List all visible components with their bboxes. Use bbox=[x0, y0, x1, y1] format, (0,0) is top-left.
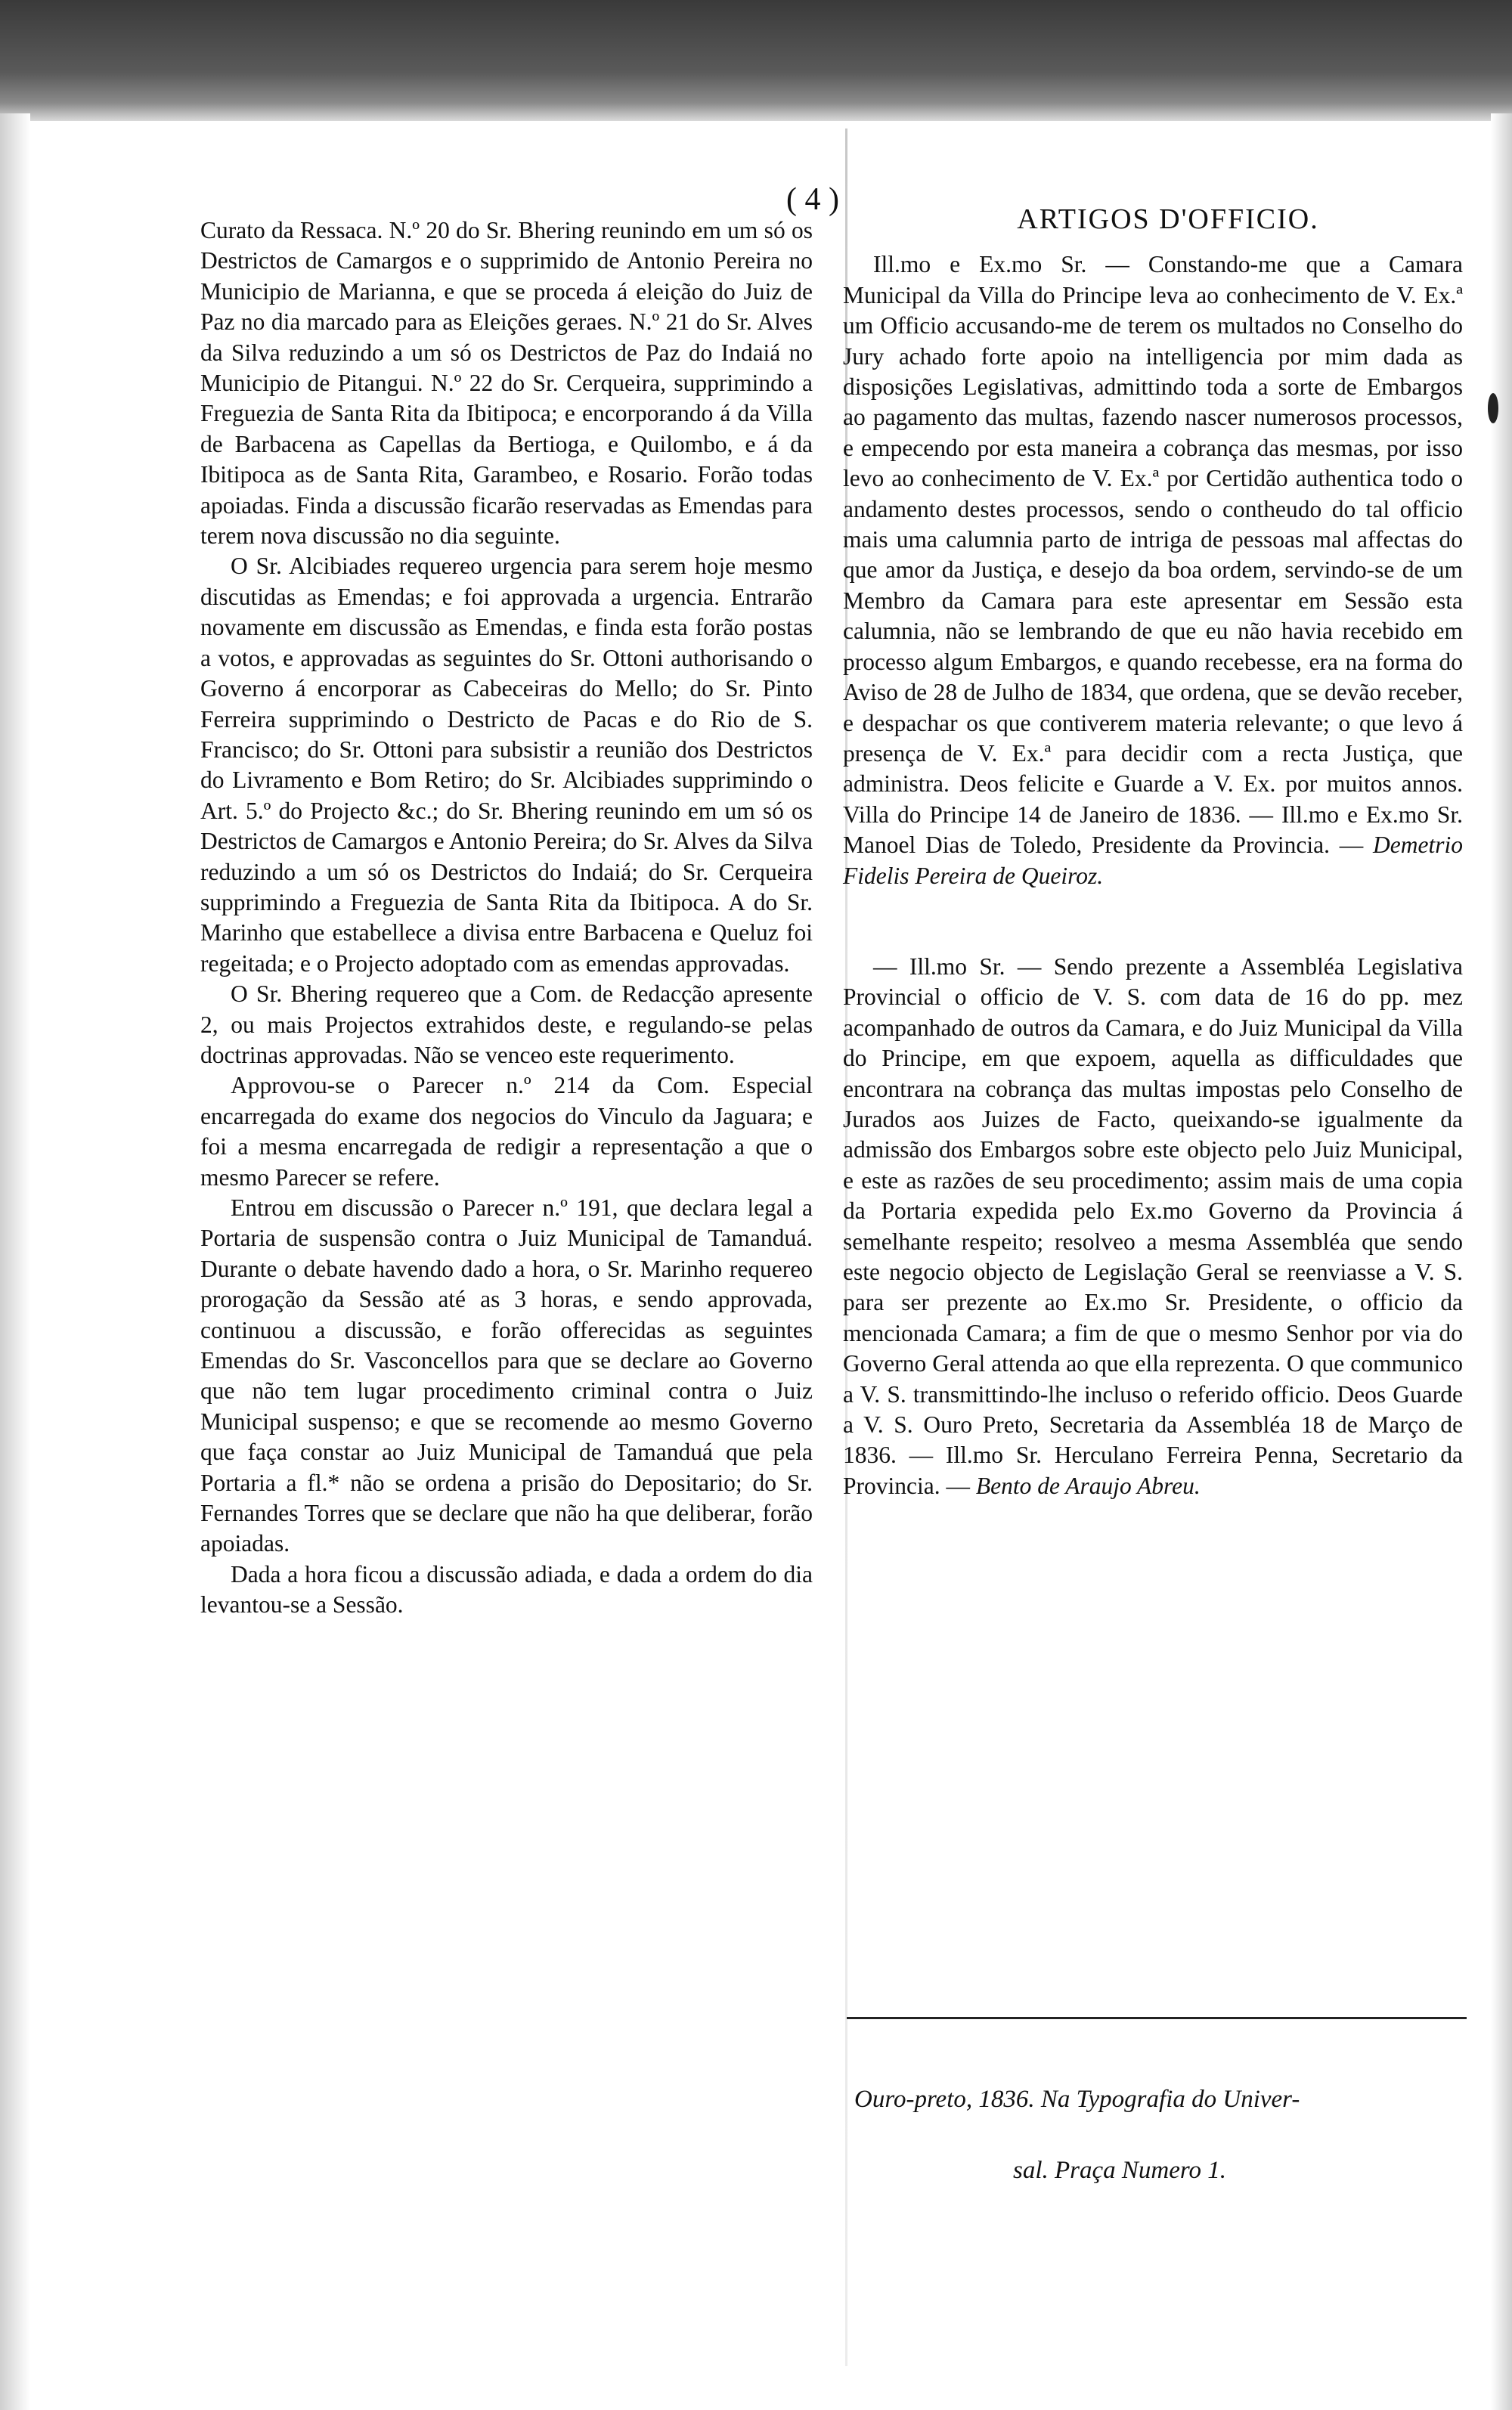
left-paragraph: O Sr. Bhering requereo que a Com. de Redacção apresente 2, ou mais Projectos extrahidos deste, e regulando-se pelas doctrinas approvadas. Não se venceo este requerimento. bbox=[200, 980, 813, 1068]
section-heading: ARTIGOS D'OFFICIO. bbox=[1017, 203, 1319, 235]
left-paragraph: Dada a hora ficou a discussão adiada, e dada a ordem do dia levantou-se a Sessão. bbox=[200, 1560, 813, 1619]
imprint-line-1: Ouro-preto, 1836. Na Typografia do Univer- bbox=[854, 2086, 1300, 2113]
letter-1-body: Ill.mo e Ex.mo Sr. — Constando-me que a Camara Municipal da Villa do Principe leva ao conhecimento de V. Ex.ª um Officio accusando-me de terem os multados no Conselho do Jury achado forte apoio na intelligencia por mim dada as disposições Legislativas, admittindo toda a sorte de Embargos ao pagamento das multas, fazendo nascer numerosos processos, e empecendo por esta maneira a cobrança das mesmas, por isso levo ao conhecimento de V. Ex.ª por Certidão authentica todo o andamento destes processos, sendo o contheudo do tal officio mais uma calumnia parto de intriga de pessoas mal affectas do que amor da Justiça, e desejo da boa ordem, servindo-se de um Membro da Camara para este apresentar em Sessão esta calumnia, não se lembrando de que eu não havia recebido em processo algum Embargos, e quando recebesse, era na forma do Aviso de 28 de Julho de 1834, que ordena, que se devão receber, e despachar os que contiverem materia relevante; o que levo á presença de V. Ex.ª para decidir com a recta Justiça, que administra. Deos felicite e Guarde a V. Ex. por muitos annos. Villa do Principe 14 de Janeiro de 1836. — Ill.mo e Ex.mo Sr. Manoel Dias de Toledo, Presidente da Provincia. — bbox=[843, 251, 1463, 859]
scan-left-shadow bbox=[0, 113, 30, 2410]
imprint-line-2: sal. Praça Numero 1. bbox=[1013, 2157, 1227, 2184]
left-paragraph: O Sr. Alcibiades requereo urgencia para serem hoje mesmo discutidas as Emendas; e foi approvada a urgencia. Entrarão novamente em discussão as Emendas, e finda esta forão postas a votos, e approvadas as seguintes do Sr. Ottoni authorisando o Governo á encorporar as Cabeceiras do Mello; do Sr. Pinto Ferreira supprimindo o Destricto de Pacas e do Rio de S. Francisco; do Sr. Ottoni para subsistir a reunião dos Destrictos do Livramento e Bom Retiro; do Sr. Alcibiades supprimindo o Art. 5.º do Projecto &c.; do Sr. Bhering reunindo em um só os Destrictos de Camargos e Antonio Pereira; do Sr. Alves da Silva reduzindo a um só os Destrictos do Indaiá; do Sr. Cerqueira supprimindo a Freguezia de Santa Rita da Ibitipoca. A do Sr. Marinho que estabellece a divisa entre Barbacena e Queluz foi regeitada; e o Projecto adoptado com as emendas approvadas. bbox=[200, 553, 813, 977]
imprint-rule bbox=[847, 2017, 1467, 2019]
letter-2-body: — Ill.mo Sr. — Sendo prezente a Assembléa Legislativa Provincial o officio de V. S. com data de 16 do pp. mez acompanhado de outros da Camara, e do Juiz Municipal da Villa do Principe, em que expoem, aquella as difficuldades que encontrara na cobrança das multas impostas pelo Conselho de Jurados aos Juizes de Facto, queixando-se igualmente da admissão dos Embargos sobre este objecto pelo Juiz Municipal, e este as razões de seu procedimento; assim mais de uma copia da Portaria expedida pelo Ex.mo Governo da Provincia á semelhante respeito; resolveo a mesma Assembléa que sendo este negocio objecto de Legislação Geral se reenviasse a V. S. para ser prezente ao Ex.mo Sr. Presidente, o officio da mencionada Camara; a fim de que o mesmo Senhor por via do Governo Geral attenda ao que ella reprezenta. O que communico a V. S. transmittindo-lhe incluso o referido officio. Deos Guarde a V. S. Ouro Preto, Secretaria da Assembléa 18 de Março de 1836. — Ill.mo Sr. Herculano Ferreira Penna, Secretario da Provincia. — bbox=[843, 953, 1463, 1499]
letter-1-signature: Demetrio Fidelis Pereira de Queiroz. bbox=[843, 832, 1463, 889]
page-number: ( 4 ) bbox=[786, 182, 839, 217]
letter-2 bbox=[843, 952, 1463, 1501]
left-paragraph: Entrou em discussão o Parecer n.º 191, que declara legal a Portaria de suspensão contra o Juiz Municipal de Tamanduá. Durante o debate havendo dado a hora, o Sr. Marinho requereo prorogação da Sessão até as 3 horas, e sendo approvada, continuou a discussão, e forão offerecidas as seguintes Emendas do Sr. Vasconcellos para que se declare ao Governo que não tem lugar procedimento criminal contra o Juiz Municipal suspenso; e que se recomende ao mesmo Governo que faça constar ao Juiz Municipal de Tamanduá que pela Portaria a fl.* não se ordena a prisão do Depositario; do Sr. Fernandes Torres que se declare que não ha que deliberar, forão apoiadas. bbox=[200, 1194, 813, 1557]
left-paragraph: Approvou-se o Parecer n.º 214 da Com. Especial encarregada do exame dos negocios do Vinculo da Jaguara; e foi a mesma encarregada de redigir a representação a que o mesmo Parecer se refere. bbox=[200, 1072, 813, 1191]
left-paragraph: Curato da Ressaca. N.º 20 do Sr. Bhering reunindo em um só os Destrictos de Camargos e o supprimido de Antonio Pereira no Municipio de Marianna, e que se proceda á eleição do Juiz de Paz no dia marcado para as Eleições geraes. N.º 21 do Sr. Alves da Silva reduzindo a um só os Destrictos de Paz do Indaiá no Municipio de Pitangui. N.º 22 do Sr. Cerqueira, supprimindo a Freguezia de Santa Rita da Ibitipoca; e encorporando á da Villa de Barbacena as Capellas da Bertioga, e Quilombo, e á da Ibitipoca as de Santa Rita, Garambeo, e Rosario. Forão todas apoiadas. Finda a discussão ficarão reservadas as Emendas para terem nova discussão no dia seguinte. bbox=[200, 217, 813, 550]
imprint bbox=[854, 2064, 1467, 2206]
left-column bbox=[200, 215, 813, 1621]
scan-top-edge bbox=[0, 0, 1512, 121]
ink-smudge bbox=[1488, 393, 1498, 423]
letter-1 bbox=[843, 249, 1463, 891]
letter-2-signature: Bento de Araujo Abreu. bbox=[975, 1472, 1201, 1499]
letter-gap bbox=[843, 891, 1463, 952]
right-column bbox=[843, 204, 1463, 1501]
scan-right-strip bbox=[1491, 113, 1512, 2410]
